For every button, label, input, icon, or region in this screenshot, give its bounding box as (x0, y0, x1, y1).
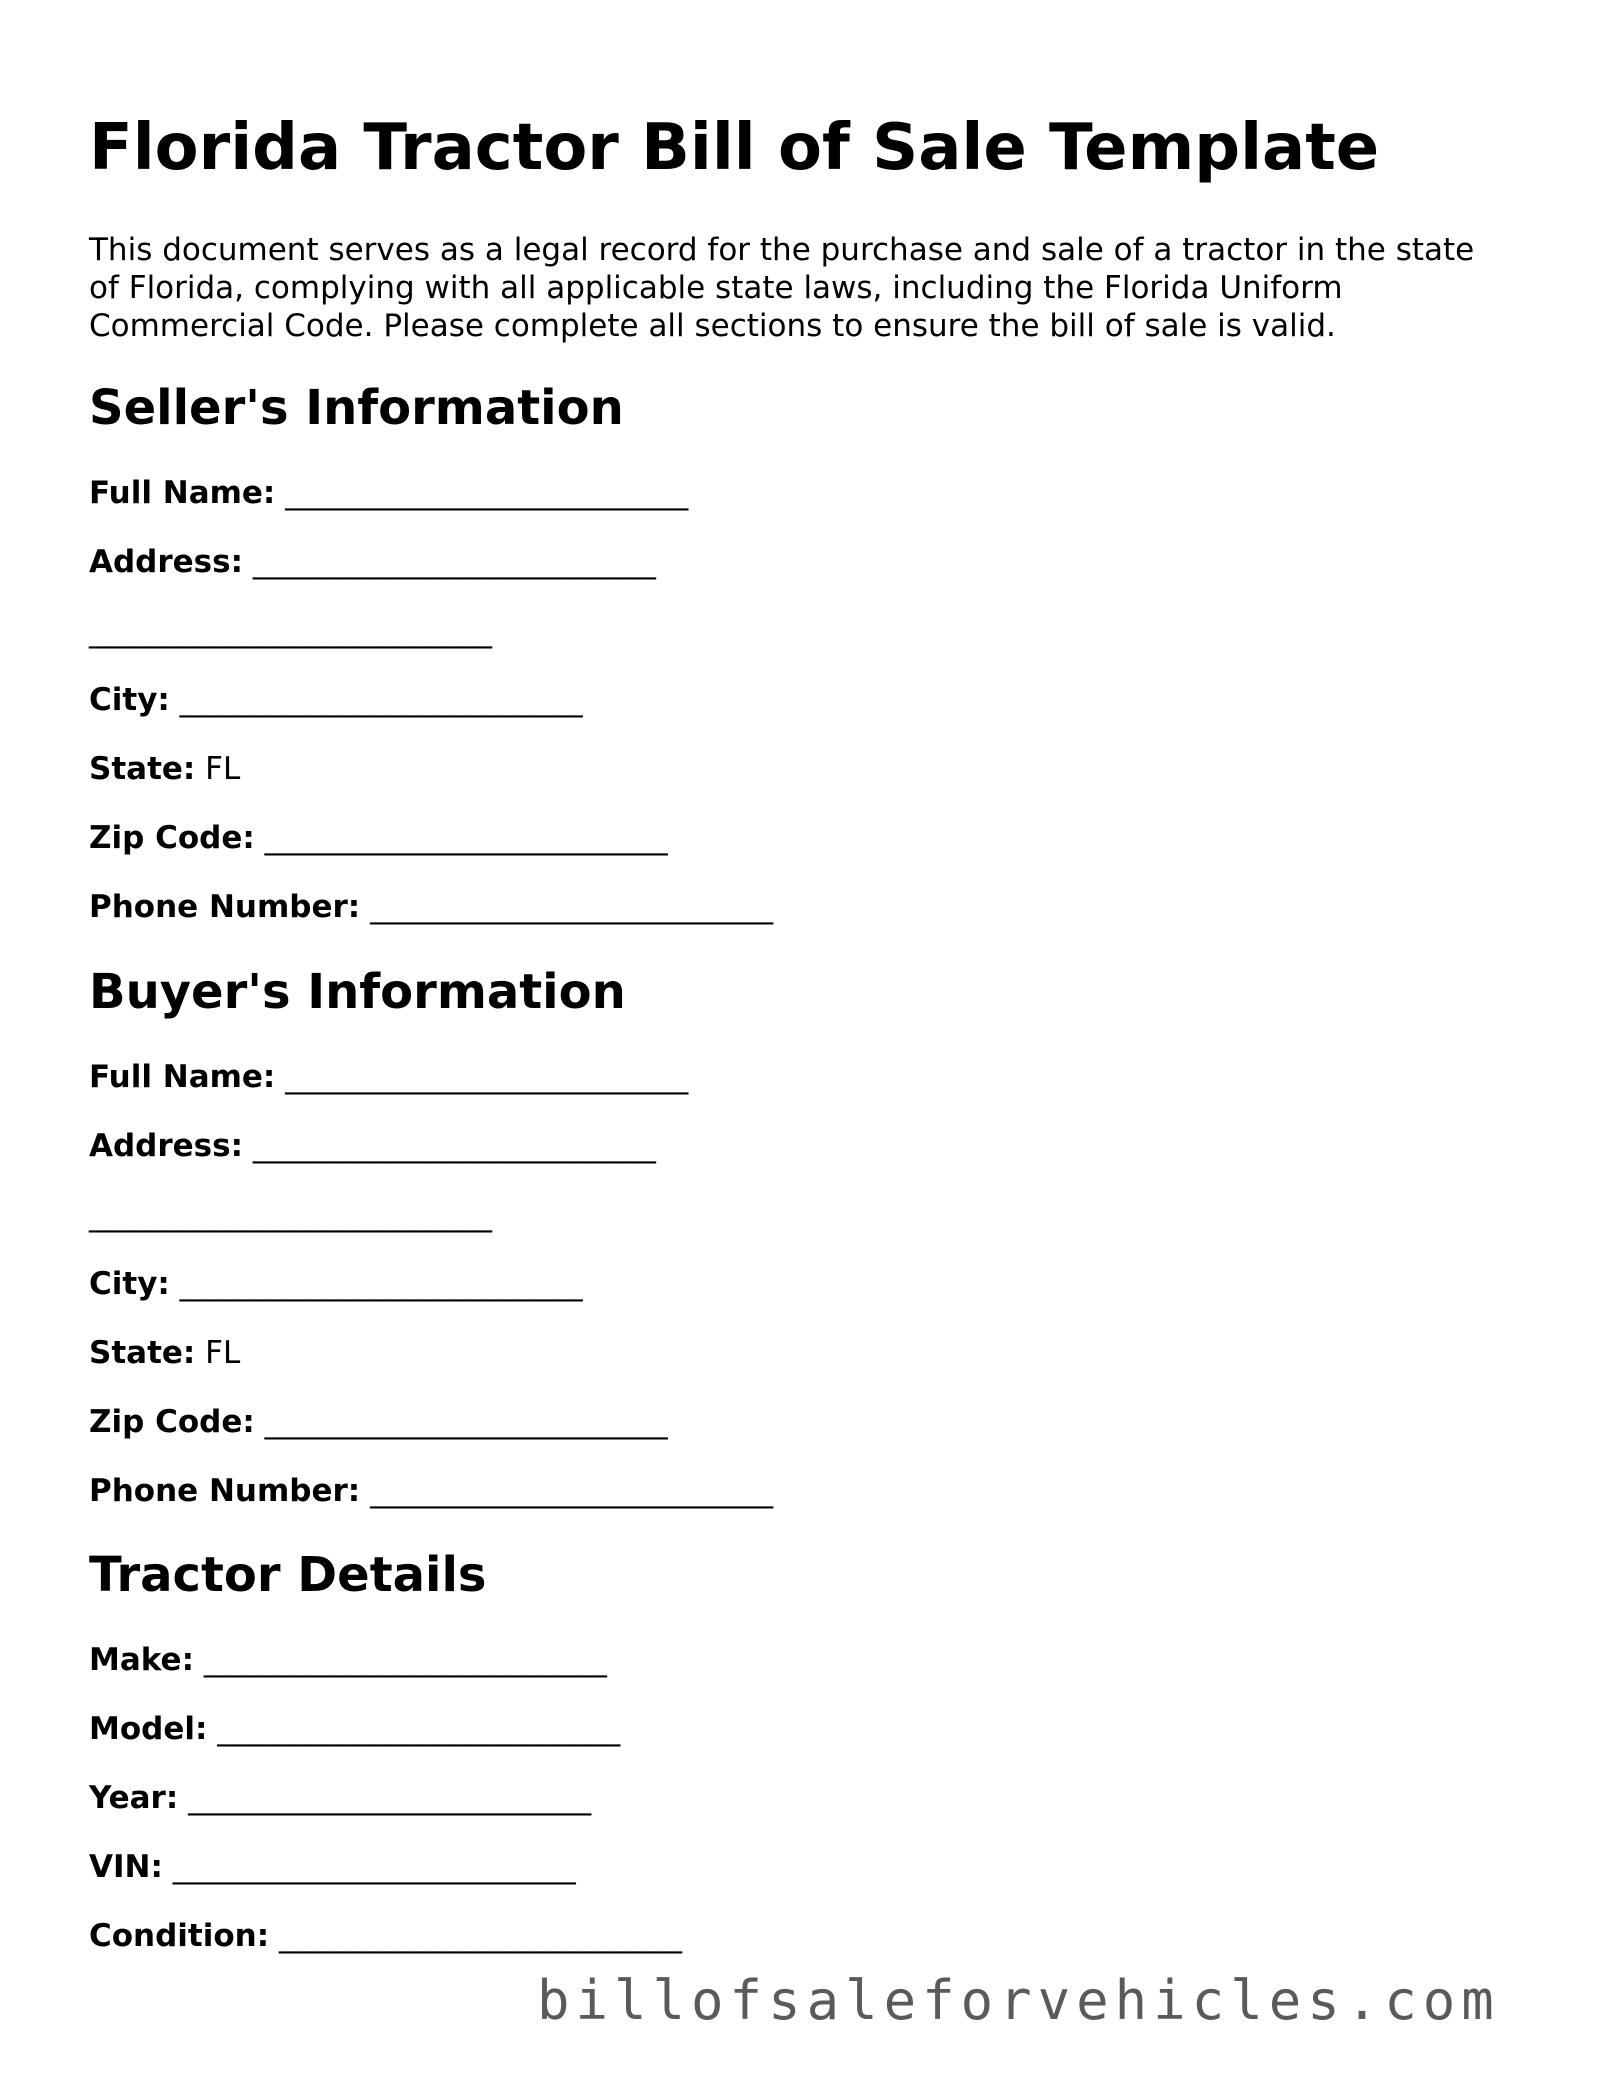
tractor-year-label: Year: (89, 1780, 179, 1816)
tractor-vin-blank[interactable]: __________________________ (172, 1849, 576, 1885)
document-title: Florida Tractor Bill of Sale Template (89, 111, 1380, 185)
buyer-phone-blank[interactable]: __________________________ (370, 1473, 774, 1509)
tractor-condition-field[interactable] (89, 1916, 682, 1956)
seller-city-field[interactable] (89, 680, 583, 720)
buyer-full-name-field[interactable] (89, 1057, 688, 1097)
buyer-state-field (89, 1333, 240, 1373)
tractor-make-blank[interactable]: __________________________ (203, 1642, 607, 1678)
buyer-section-heading: Buyer's Information (89, 964, 626, 1020)
tractor-model-label: Model: (89, 1711, 208, 1747)
seller-address-blank[interactable]: __________________________ (252, 544, 656, 580)
tractor-vin-label: VIN: (89, 1849, 163, 1885)
tractor-make-label: Make: (89, 1642, 194, 1678)
seller-zip-blank[interactable]: __________________________ (264, 820, 668, 856)
buyer-city-blank[interactable]: __________________________ (179, 1266, 583, 1302)
buyer-state-value: FL (205, 1335, 241, 1371)
buyer-address-blank[interactable]: __________________________ (252, 1128, 656, 1164)
seller-phone-label: Phone Number: (89, 889, 361, 925)
seller-full-name-field[interactable] (89, 473, 688, 513)
tractor-condition-label: Condition: (89, 1918, 270, 1954)
buyer-full-name-label: Full Name: (89, 1059, 276, 1095)
seller-full-name-label: Full Name: (89, 475, 276, 511)
seller-state-field (89, 749, 240, 789)
seller-zip-label: Zip Code: (89, 820, 255, 856)
seller-city-label: City: (89, 682, 170, 718)
tractor-year-blank[interactable]: __________________________ (188, 1780, 592, 1816)
buyer-zip-field[interactable] (89, 1402, 668, 1442)
tractor-model-blank[interactable]: __________________________ (217, 1711, 621, 1747)
seller-state-label: State: (89, 751, 196, 787)
buyer-phone-label: Phone Number: (89, 1473, 361, 1509)
seller-address-line-2-blank[interactable]: __________________________ (89, 613, 492, 649)
buyer-zip-blank[interactable]: __________________________ (264, 1404, 668, 1440)
buyer-address-field[interactable] (89, 1126, 656, 1166)
seller-address-field[interactable] (89, 542, 656, 582)
intro-paragraph: This document serves as a legal record for the purchase and sale of a tractor in the state of Florida, complying with all applicable state laws, including the Florida Uniform Commercial Code. Please complete all sections to ensure the bill of sale is valid. (89, 232, 1475, 344)
seller-full-name-blank[interactable]: __________________________ (285, 475, 689, 511)
buyer-phone-field[interactable] (89, 1471, 773, 1511)
seller-address-line-2-field[interactable] (89, 611, 492, 651)
tractor-model-field[interactable] (89, 1709, 620, 1749)
buyer-address-label: Address: (89, 1128, 243, 1164)
buyer-city-field[interactable] (89, 1264, 583, 1304)
seller-city-blank[interactable]: __________________________ (179, 682, 583, 718)
tractor-year-field[interactable] (89, 1778, 591, 1818)
buyer-state-label: State: (89, 1335, 196, 1371)
seller-zip-field[interactable] (89, 818, 668, 858)
buyer-city-label: City: (89, 1266, 170, 1302)
watermark-text: billofsaleforvehicles.com (537, 1969, 1500, 2032)
tractor-condition-blank[interactable]: __________________________ (279, 1918, 683, 1954)
seller-address-label: Address: (89, 544, 243, 580)
tractor-section-heading: Tractor Details (89, 1547, 487, 1603)
tractor-vin-field[interactable] (89, 1847, 576, 1887)
buyer-zip-label: Zip Code: (89, 1404, 255, 1440)
seller-state-value: FL (205, 751, 241, 787)
buyer-address-line-2-blank[interactable]: __________________________ (89, 1197, 492, 1233)
seller-phone-field[interactable] (89, 887, 773, 927)
seller-section-heading: Seller's Information (89, 380, 624, 436)
seller-phone-blank[interactable]: __________________________ (370, 889, 774, 925)
buyer-full-name-blank[interactable]: __________________________ (285, 1059, 689, 1095)
buyer-address-line-2-field[interactable] (89, 1195, 492, 1235)
tractor-make-field[interactable] (89, 1640, 607, 1680)
